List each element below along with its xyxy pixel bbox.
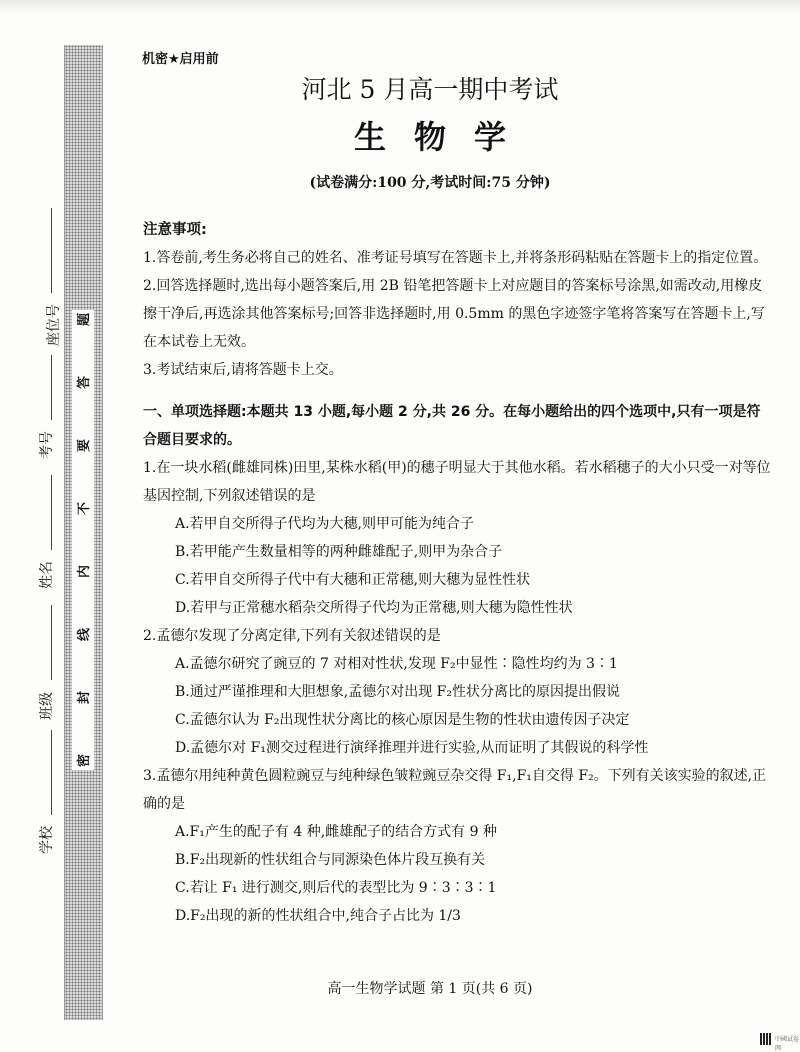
exam-body xyxy=(143,216,773,930)
exam-number-field xyxy=(32,425,72,465)
seal-char: 内 xyxy=(77,564,93,579)
confidential-mark: 机密★启用前 xyxy=(142,52,219,67)
question-stem: 1.在一块水稻(雌雄同株)田里,某株水稻(甲)的穗子明显大于其他水稻。若水稻穗子的大小只受一对等位基因控制,下列叙述错误的是 xyxy=(143,460,771,504)
exam-number-line xyxy=(51,355,52,420)
question-option: B.F₂出现新的性状组合与同源染色体片段互换有关 xyxy=(175,852,486,868)
question-option: B.若甲能产生数量相等的两种雌雄配子,则甲为杂合子 xyxy=(175,544,503,560)
class-field xyxy=(32,686,72,726)
page-top-shadow xyxy=(0,0,800,14)
seal-char: 不 xyxy=(77,501,93,516)
question-stem: 2.孟德尔发现了分离定律,下列有关叙述错误的是 xyxy=(143,628,441,644)
question-option: B.通过严谨推理和大胆想象,孟德尔对出现 F₂性状分离比的原因提出假说 xyxy=(175,684,620,700)
seal-char: 答 xyxy=(77,375,93,390)
question-option: C.若甲自交所得子代中有大穗和正常穗,则大穗为显性性状 xyxy=(175,572,531,588)
school-field xyxy=(32,820,72,860)
seat-number-line xyxy=(51,208,52,293)
question-option: C.孟德尔认为 F₂出现性状分离比的核心原因是生物的性状由遗传因子决定 xyxy=(175,712,630,728)
note-item: 2.回答选择题时,选出每小题答案后,用 2B 铅笔把答题卡上对应题目的答案标号涂黑,如需改动,用橡皮擦干净后,再选涂其他答案标号;回答非选择题时,用 0.5mm 的黑色字迹签字笔将答案写在答题卡上,写在本试卷上无效。 xyxy=(143,278,765,350)
class-line xyxy=(51,605,52,680)
exam-title: 河北 5 月高一期中考试 xyxy=(301,75,559,104)
exam-info: (试卷满分:100 分,考试时间:75 分钟) xyxy=(309,175,551,191)
subject-title: 生物学 xyxy=(353,118,534,156)
note-item: 1.答卷前,考生务必将自己的姓名、准考证号填写在答题卡上,并将条形码粘贴在答题卡上的指定位置。 xyxy=(143,250,768,266)
seal-char: 线 xyxy=(77,627,93,642)
name-field xyxy=(32,555,72,595)
qr-code-icon xyxy=(760,1033,772,1045)
question-option: A.F₁产生的配子有 4 种,雌雄配子的结合方式有 9 种 xyxy=(175,824,497,840)
name-label: 姓名 xyxy=(39,561,55,589)
note-item: 3.考试结束后,请将答题卡上交。 xyxy=(143,362,343,378)
seal-line-text xyxy=(72,310,94,770)
notes-heading: 注意事项: xyxy=(143,222,207,238)
seat-number-label: 座位号 xyxy=(46,304,62,346)
seal-char: 要 xyxy=(77,438,93,453)
seat-number-field xyxy=(32,300,72,350)
question-option: C.若让 F₁ 进行测交,则后代的表型比为 9∶3∶3∶1 xyxy=(175,880,497,896)
seal-char: 题 xyxy=(77,312,93,327)
question-option: D.孟德尔对 F₁测交过程进行演绎推理并进行实验,从而证明了其假说的科学性 xyxy=(175,740,649,756)
section-heading: 一、单项选择题:本题共 13 小题,每小题 2 分,共 26 分。在每小题给出的四个选项中,只有一项是符合题目要求的。 xyxy=(143,404,761,448)
question-option: D.F₂出现的新的性状组合中,纯合子占比为 1/3 xyxy=(175,908,461,924)
name-line xyxy=(51,475,52,550)
class-label: 班级 xyxy=(39,692,55,720)
school-line xyxy=(51,730,52,815)
watermark-text: 中國试卷网 xyxy=(775,1036,800,1052)
question-option: D.若甲与正常穗水稻杂交所得子代均为正常穗,则大穗为隐性性状 xyxy=(175,600,573,616)
question-stem: 3.孟德尔用纯种黄色圆粒豌豆与纯种绿色皱粒豌豆杂交得 F₁,F₁自交得 F₂。下列有关该实验的叙述,正确的是 xyxy=(143,768,767,812)
seal-char: 封 xyxy=(77,690,93,705)
seal-char: 密 xyxy=(77,753,93,768)
question-option: A.若甲自交所得子代均为大穗,则甲可能为纯合子 xyxy=(175,516,475,532)
question-option: A.孟德尔研究了豌豆的 7 对相对性状,发现 F₂中显性∶隐性均约为 3∶1 xyxy=(175,656,618,672)
page-footer: 高一生物学试题 第 1 页(共 6 页) xyxy=(327,981,533,997)
school-label: 学校 xyxy=(39,826,55,854)
exam-number-label: 考号 xyxy=(39,431,55,459)
